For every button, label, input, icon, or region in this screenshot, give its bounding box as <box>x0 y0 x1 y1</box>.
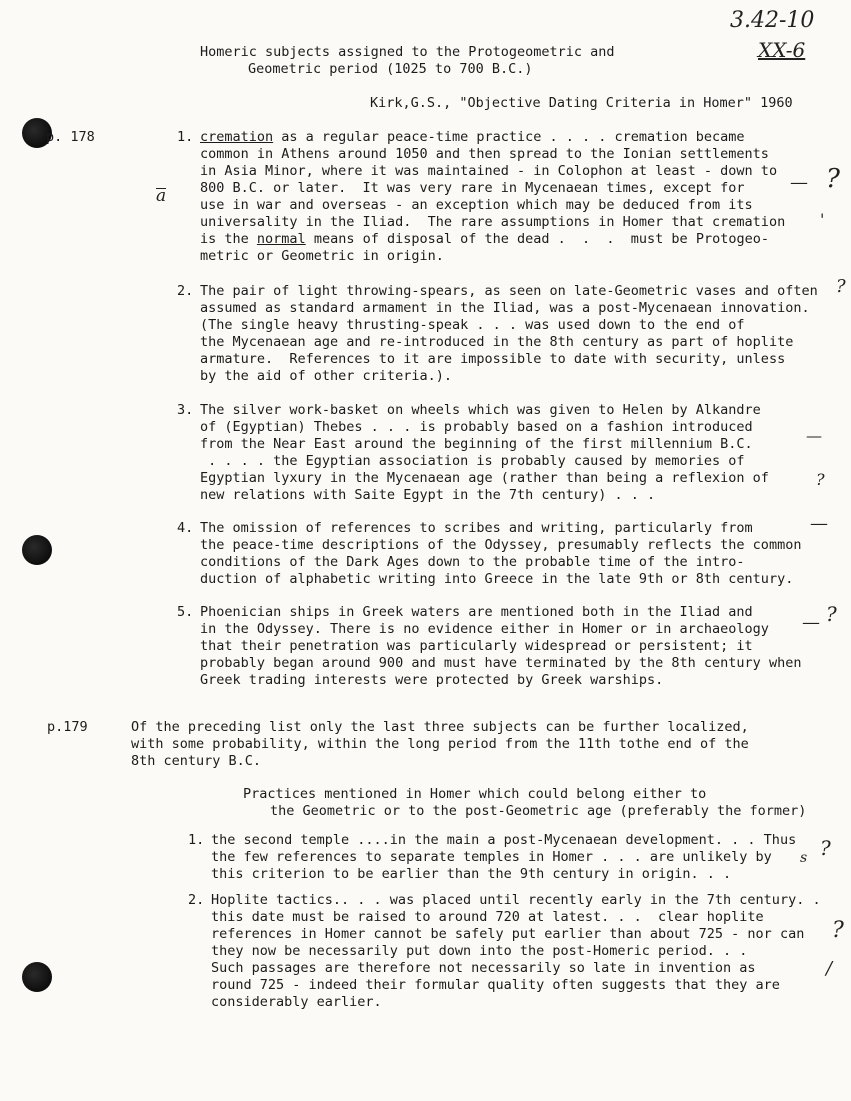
margin-tick: ' <box>820 210 825 229</box>
margin-question-mark: ? <box>832 918 844 943</box>
item-line: 800 B.C. or later. It was very rare in Mycenaean times, except for <box>200 180 745 196</box>
practice-line: they now be necessarily put down into the post-Homeric period. . . <box>211 943 748 959</box>
item-line: of (Egyptian) Thebes . . . is probably based on a fashion introduced <box>200 419 753 435</box>
page-ref-179: p.179 <box>47 719 88 735</box>
handwritten-code: XX-6 <box>758 38 806 62</box>
item-line: The silver work-basket on wheels which was given to Helen by Alkandre <box>200 402 761 418</box>
practice-line: Such passages are therefore not necessarily so late in invention as <box>211 960 756 976</box>
practice-line: considerably earlier. <box>211 994 382 1010</box>
page-ref-178: p. 178 <box>46 129 95 145</box>
margin-dash: — <box>806 426 822 445</box>
margin-dash: — <box>810 513 828 534</box>
item-line: use in war and overseas - an exception which may be deduced from its <box>200 197 753 213</box>
item-line: is the normal means of disposal of the dead . . . must be Protogeo- <box>200 231 769 247</box>
margin-question-mark: ? <box>820 836 831 860</box>
underlined-word: cremation <box>200 129 274 145</box>
item-line: cremation as a regular peace-time practice . . . . cremation became <box>200 129 745 145</box>
margin-question-mark: ? <box>826 602 837 626</box>
item-line: in the Odyssey. There is no evidence either in Homer or in archaeology <box>200 621 769 637</box>
item-line: in Asia Minor, where it was maintained - in Colophon at least - down to <box>200 163 778 179</box>
title-line-1: Homeric subjects assigned to the Protogeometric and <box>200 44 615 60</box>
item-number: 1. <box>177 129 194 145</box>
practice-number: 1. <box>188 832 205 848</box>
margin-question-mark: ? <box>836 276 846 297</box>
item-line: metric or Geometric in origin. <box>200 248 444 264</box>
item-number: 5. <box>177 604 194 620</box>
title-line-2: Geometric period (1025 to 700 B.C.) <box>248 61 533 77</box>
item-line: Phoenician ships in Greek waters are mentioned both in the Iliad and <box>200 604 753 620</box>
practice-line: round 725 - indeed their formular quality often suggests that they are <box>211 977 780 993</box>
item-line: . . . . the Egyptian association is probably caused by memories of <box>200 453 745 469</box>
item-line: Greek trading interests were protected by Greek warships. <box>200 672 664 688</box>
handwritten-reference: 3.42-10 <box>730 8 815 33</box>
item-line: probably began around 900 and must have terminated by the 8th century when <box>200 655 802 671</box>
item-number: 4. <box>177 520 194 536</box>
p179-line: 8th century B.C. <box>131 753 262 769</box>
margin-question-mark: ? <box>816 470 825 489</box>
punch-hole-bottom <box>22 962 52 992</box>
citation: Kirk,G.S., "Objective Dating Criteria in Homer" 1960 <box>370 95 793 111</box>
item-number: 2. <box>177 283 194 299</box>
margin-dash: — <box>790 172 808 193</box>
item-line: assumed as standard armament in the Iliad, was a post-Mycenaean innovation. <box>200 300 810 316</box>
handwritten-margin-mark: a <box>156 186 167 206</box>
item-line: the Mycenaean age and re-introduced in the 8th century as part of hoplite <box>200 334 794 350</box>
item-line: common in Athens around 1050 and then spread to the Ionian settlements <box>200 146 769 162</box>
practice-line: this date must be raised to around 720 at latest. . . clear hoplite <box>211 909 764 925</box>
item-line: conditions of the Dark Ages down to the probable time of the intro- <box>200 554 745 570</box>
item-line: new relations with Saite Egypt in the 7th century) . . . <box>200 487 656 503</box>
underlined-word: normal <box>256 231 306 247</box>
practice-number: 2. <box>188 892 205 908</box>
practices-heading-line-2: the Geometric or to the post-Geometric age (preferably the former) <box>270 803 807 819</box>
item-line: armature. References to it are impossible to date with security, unless <box>200 351 786 367</box>
item-line: that their penetration was particularly widespread or persistent; it <box>200 638 753 654</box>
practice-line: this criterion to be earlier than the 9th century in origin. . . <box>211 866 732 882</box>
margin-question-mark: ? <box>826 164 840 194</box>
practices-heading-line-1: Practices mentioned in Homer which could belong either to <box>243 786 707 802</box>
practice-line: the few references to separate temples in Homer . . . are unlikely by <box>211 849 772 865</box>
practice-line: Hoplite tactics.. . . was placed until recently early in the 7th century. . <box>211 892 821 908</box>
margin-dash: — <box>802 612 820 633</box>
margin-s-mark: s <box>800 850 808 866</box>
p179-line: with some probability, within the long period from the 11th tothe end of the <box>131 736 749 752</box>
item-line: the peace-time descriptions of the Odyssey, presumably reflects the common <box>200 537 802 553</box>
practice-line: references in Homer cannot be safely put earlier than about 725 - nor can <box>211 926 805 942</box>
margin-slash: / <box>826 958 833 979</box>
item-line: (The single heavy thrusting-speak . . . was used down to the end of <box>200 317 745 333</box>
punch-hole-middle <box>22 535 52 565</box>
item-line: by the aid of other criteria.). <box>200 368 452 384</box>
item-line: duction of alphabetic writing into Greece in the late 9th or 8th century. <box>200 571 794 587</box>
practice-line: the second temple ....in the main a post-Mycenaean development. . . Thus <box>211 832 797 848</box>
p179-line: Of the preceding list only the last three subjects can be further localized, <box>131 719 749 735</box>
item-line: The omission of references to scribes and writing, particularly from <box>200 520 753 536</box>
item-line: The pair of light throwing-spears, as seen on late-Geometric vases and often <box>200 283 818 299</box>
item-line: universality in the Iliad. The rare assumptions in Homer that cremation <box>200 214 786 230</box>
item-line: from the Near East around the beginning of the first millennium B.C. <box>200 436 753 452</box>
item-number: 3. <box>177 402 194 418</box>
item-line: Egyptian lyxury in the Mycenaean age (rather than being a reflexion of <box>200 470 769 486</box>
